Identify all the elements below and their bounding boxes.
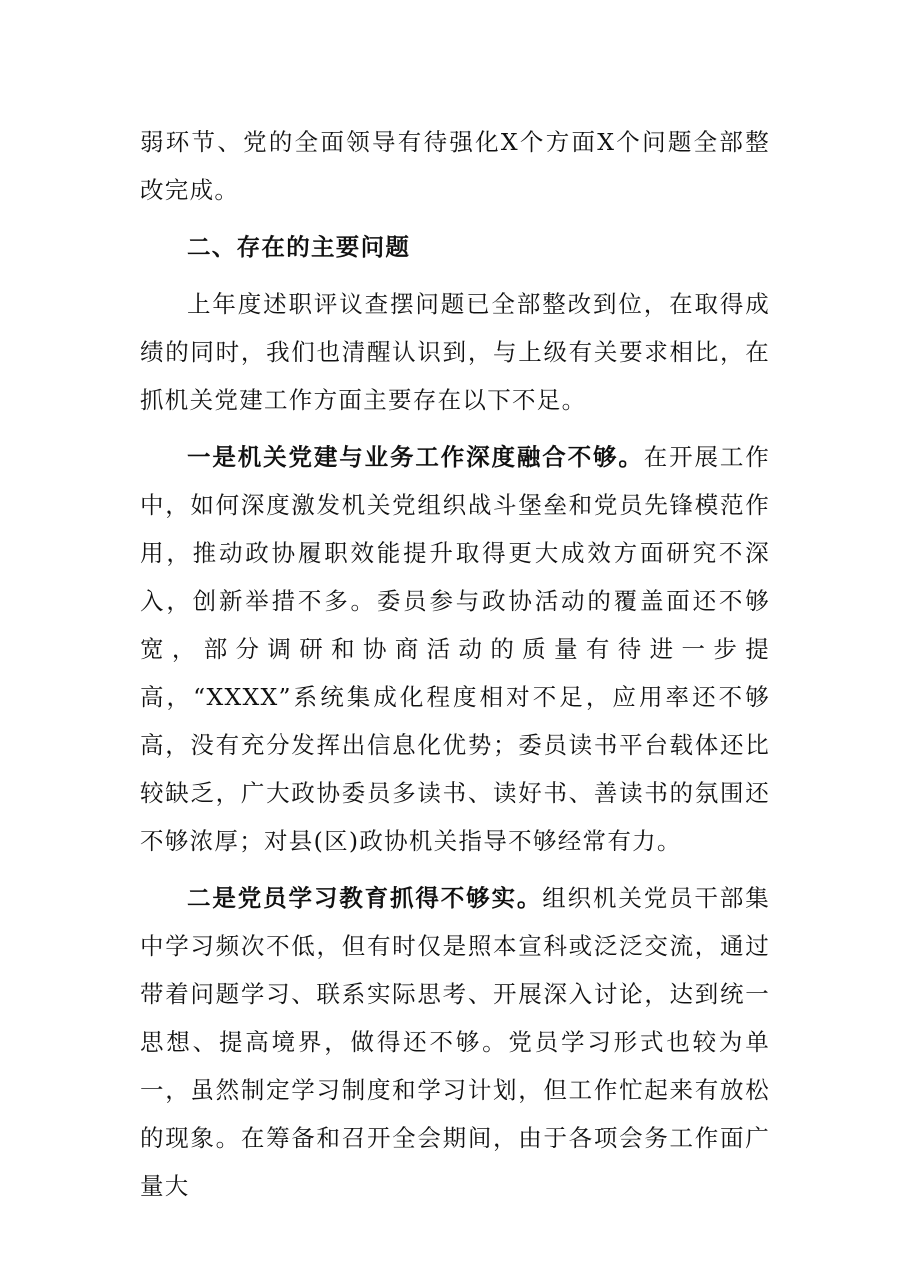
paragraph-text: 弱环节、党的全面领导有待强化X个方面X个问题全部整改完成。 xyxy=(140,128,770,204)
paragraph-issue-two xyxy=(140,874,770,1210)
paragraph-lead: 一是机关党建与业务工作深度融合不够。 xyxy=(187,443,644,471)
paragraph-continuation xyxy=(140,118,770,214)
section-heading: 二、存在的主要问题 xyxy=(187,233,411,261)
paragraph-lead: 二是党员学习教育抓得不够实。 xyxy=(187,884,543,912)
paragraph-text: 在开展工作中，如何深度激发机关党组织战斗堡垒和党员先锋模范作用，推动政协履职效能提升取得更大成效方面研究不深入，创新举措不多。委员参与政协活动的覆盖面还不够宽，部分调研和协商活动的质量有待进一步提高，“XXXX”系统集成化程度相对不足，应用率还不够高，没有充分发挥出信息化优势；委员读书平台载体还比较缺乏，广大政协委员多读书、读好书、善读书的氛围还不够浓厚；对县(区)政协机关指导不够经常有力。 xyxy=(140,443,770,855)
document-body xyxy=(140,118,770,1210)
paragraph-issue-one xyxy=(140,433,770,865)
paragraph-intro xyxy=(140,280,770,424)
paragraph-text: 组织机关党员干部集中学习频次不低，但有时仅是照本宣科或泛泛交流，通过带着问题学习、联系实际思考、开展深入讨论，达到统一思想、提高境界，做得还不够。党员学习形式也较为单一，虽然制定学习制度和学习计划，但工作忙起来有放松的现象。在筹备和召开全会期间，由于各项会务工作面广量大 xyxy=(140,884,770,1200)
paragraph-text: 上年度述职评议查摆问题已全部整改到位，在取得成绩的同时，我们也清醒认识到，与上级有关要求相比，在抓机关党建工作方面主要存在以下不足。 xyxy=(140,290,770,414)
